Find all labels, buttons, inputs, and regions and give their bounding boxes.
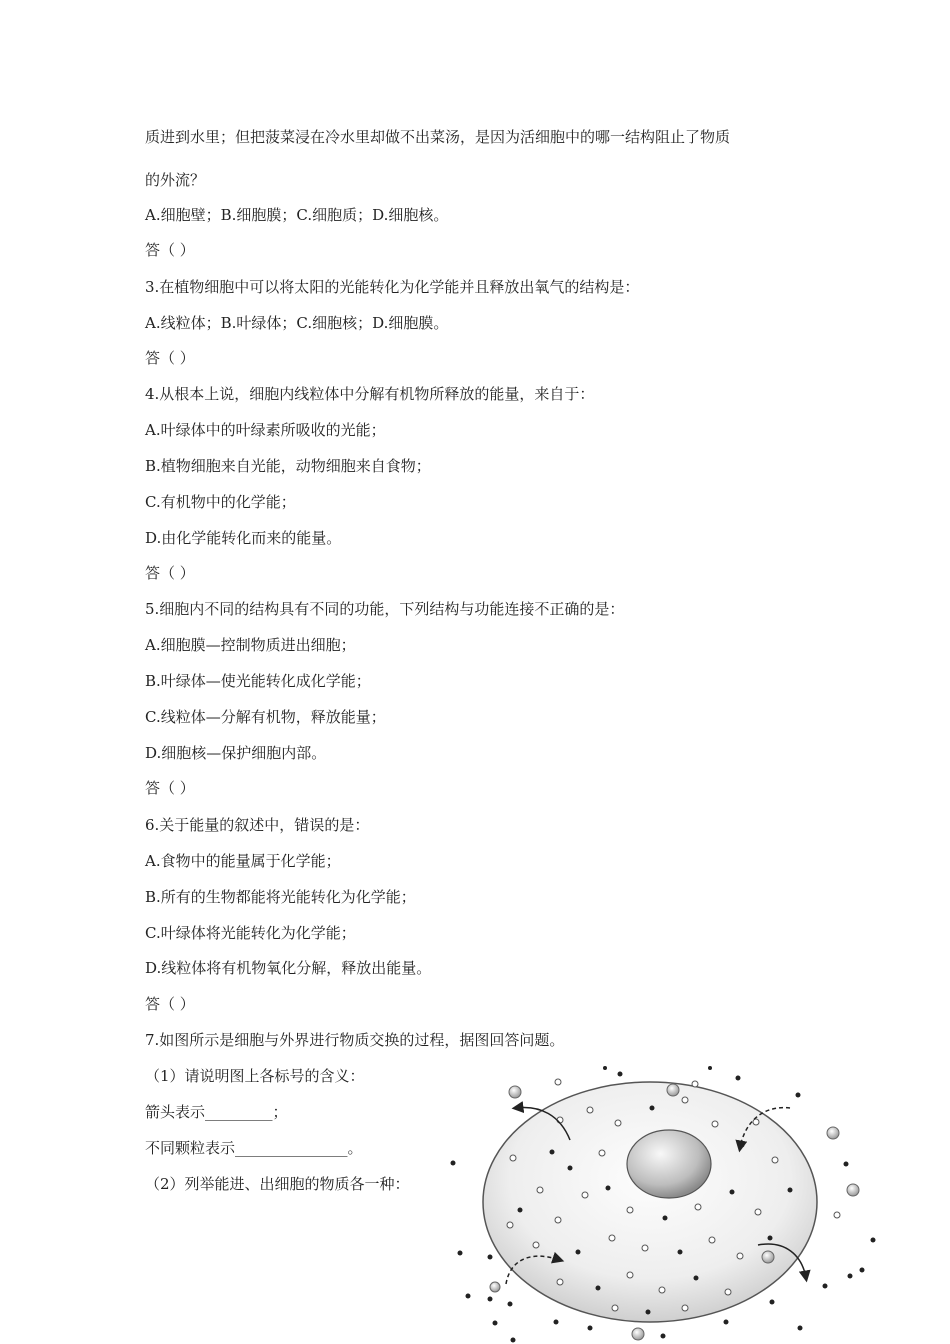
option-b: B.所有的生物都能将光能转化为化学能； [145,888,416,906]
fill-blank-arrow: 箭头表示_________； [145,1103,288,1121]
sub-question-1: （1）请说明图上各标号的含义： [145,1067,365,1085]
option-a: A.细胞膜—控制物质进出细胞； [145,636,356,654]
question-7: 7.如图所示是细胞与外界进行物质交换的过程，据图回答问题。 [145,1031,565,1049]
option-d: D.细胞核—保护细胞内部。 [145,744,327,762]
answer-line: 答（ ） [145,995,195,1013]
question-3: 3.在植物细胞中可以将太阳的光能转化为化学能并且释放出氧气的结构是： [145,278,640,296]
answer-line: 答（ ） [145,564,195,582]
option-d: D.线粒体将有机物氧化分解，释放出能量。 [145,959,432,977]
text-line: 的外流？ [145,171,206,189]
option-d: D.由化学能转化而来的能量。 [145,529,342,547]
cell-membrane [483,1082,817,1322]
option-c: C.叶绿体将光能转化为化学能； [145,924,356,942]
answer-line: 答（ ） [145,779,195,797]
answer-line: 答（ ） [145,349,195,367]
sub-question-2: （2）列举能进、出细胞的物质各一种： [145,1175,410,1193]
question-6: 6.关于能量的叙述中，错误的是： [145,816,370,834]
cell-nucleus [627,1130,711,1198]
question-4: 4.从根本上说，细胞内线粒体中分解有机物所释放的能量，来自于： [145,385,595,403]
option-c: C.线粒体—分解有机物，释放能量； [145,708,386,726]
text-line: A.细胞壁；B.细胞膜；C.细胞质；D.细胞核。 [145,206,449,224]
option-b: B.叶绿体—使光能转化成化学能； [145,672,371,690]
text-line: 质进到水里；但把菠菜浸在冷水里却做不出菜汤，是因为活细胞中的哪一结构阻止了物质 [145,128,731,146]
fill-blank-particles: 不同颗粒表示_______________。 [145,1139,363,1157]
question-5: 5.细胞内不同的结构具有不同的功能，下列结构与功能连接不正确的是： [145,600,625,618]
option-b: B.植物细胞来自光能，动物细胞来自食物； [145,457,431,475]
answer-line: 答（ ） [145,241,195,259]
option-c: C.有机物中的化学能； [145,493,296,511]
cell-exchange-diagram [440,1060,880,1344]
text-line: A.线粒体；B.叶绿体；C.细胞核；D.细胞膜。 [145,314,449,332]
option-a: A.食物中的能量属于化学能； [145,852,341,870]
option-a: A.叶绿体中的叶绿素所吸收的光能； [145,421,386,439]
